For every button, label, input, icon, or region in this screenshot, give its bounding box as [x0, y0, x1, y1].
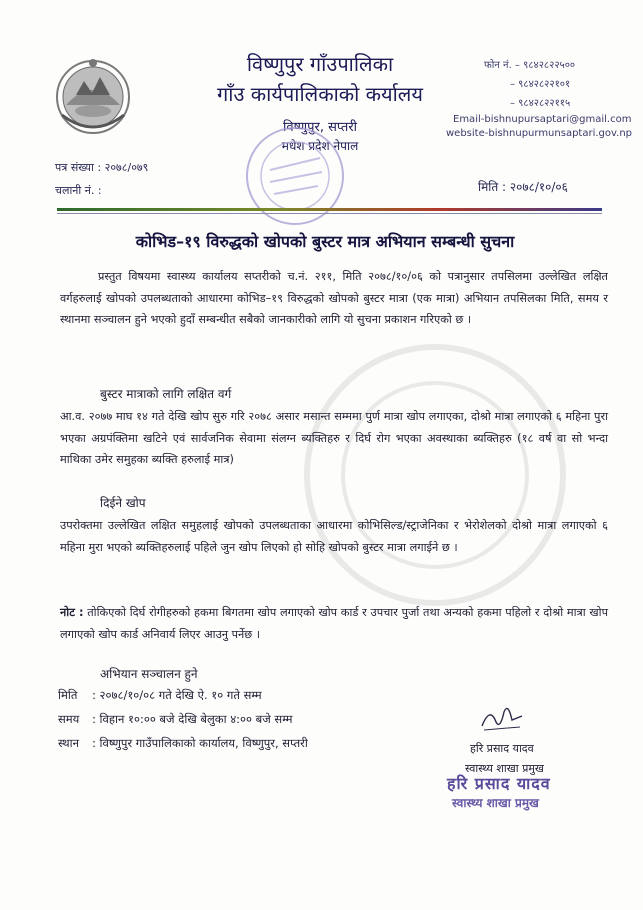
letter-date: मिति : २०७८/१०/०६	[478, 180, 568, 194]
nepal-emblem-icon	[52, 55, 134, 137]
phone-line-2: – ९८४२८२२१०१	[510, 79, 571, 90]
vaccine-heading: दिईने खोप	[100, 496, 146, 510]
target-group-heading: बुस्टर मात्राको लागि लक्षित वर्ग	[100, 387, 232, 401]
email-address: Email-bishnupursaptari@gmail.com	[453, 114, 632, 125]
website-address: website-bishnupurmunsaptari.gov.np	[446, 128, 633, 139]
stamp-name: हरि प्रसाद यादव	[447, 774, 551, 793]
header-divider	[57, 208, 602, 211]
province-name: मधेश प्रदेश नेपाल	[281, 139, 359, 153]
note-paragraph	[60, 602, 608, 645]
note-label: नोट :	[60, 606, 84, 619]
campaign-date-label: मिति	[58, 688, 78, 702]
intro-paragraph	[60, 266, 608, 331]
intro-text: प्रस्तुत विषयमा स्वास्थ्य कार्यालय सप्तरीको च.नं. २११, मिति २०७८/१०/०६ को पत्रानुसार तपसिलमा उल्लेखित लक्षित वर्गहरुलाई खोपको उपलब्धताको आधारमा कोभिड–१९ विरुद्धको खोपको बुस्टर मात्रा (एक मात्रा) अभियान तपसिलका मिति, समय र स्थानमा सञ्चालन हुने भएको हुदाँ सम्बन्धीत सबैको जानकारीको लागि यो सुचना प्रकाशन गरिएको छ ।	[60, 270, 608, 326]
target-group-body: आ.व. २०७७ माघ १४ गते देखि खोप सुरु गरि २०७८ असार मसान्त सम्ममा पुर्ण मात्रा खोप लगाएका, दोश्रो मात्रा लगाएको ६ महिना पुरा भएका अग्रपंक्तिमा खटिने एवं सार्वजनिक सेवामा संलग्न ब्यक्तिहरु र दिर्घ रोग भएका अवस्थाका ब्यक्तिहरु (१८ वर्ष वा सो भन्दा माथिका उमेर समुहका ब्यक्ति हरुलाई मात्र)	[60, 410, 608, 466]
phone-line-3: – ९८४२८२२११५	[510, 98, 571, 109]
vaccine-body: उपरोक्तमा उल्लेखित लक्षित समुहलाई खोपको उपलब्धताका आधारमा कोभिसिल्ड/स्ट्राजेनिका र भेरोशेलको दोश्रो मात्रा लगाएको ६ महिना मुरा भएको ब्यक्तिहरुलाई पहिले जुन खोप लिएको हो सोहि खोपको बुस्टर मात्रा लगाईने छ ।	[60, 519, 608, 554]
campaign-time-label: समय	[58, 712, 80, 726]
campaign-place-value: : विष्णुपुर गाउँपालिकाको कार्यालय, विष्णुपुर, सप्तरी	[92, 736, 308, 750]
dispatch-number: चलानी नं. :	[55, 184, 102, 197]
campaign-time-value: : विहान १०:०० बजे देखि बेलुका ४:०० बजे सम्म	[92, 712, 293, 726]
office-name: गाँउ कार्यपालिकाको कर्यालय	[217, 82, 423, 106]
notice-title: कोभिड–१९ विरुद्धको खोपको बुस्टर मात्र अभियान सम्बन्धी सुचना	[135, 232, 515, 251]
signer-post: स्वास्थ्य शाखा प्रमुख	[465, 762, 544, 775]
note-body: तोकिएको दिर्घ रोगीहरुको हकमा बिगतमा खोप लगाएको खोप कार्ड र उपचार पुर्जा तथा अन्यको हकमा पहिलो र दोश्रो मात्रा खोप लगाएको खोप कार्ड अनिवार्य लिएर आउनु पर्नेछ ।	[60, 606, 609, 641]
stamp-post: स्वास्थ्य शाखा प्रमुख	[452, 796, 539, 810]
handwritten-signature	[478, 700, 526, 734]
office-seal-icon	[240, 118, 360, 233]
campaign-place-label: स्थान	[58, 736, 79, 750]
letter-number: पत्र संख्या : २०७८/०७९	[55, 161, 149, 174]
org-name: विष्णुपुर गाँउपालिका	[246, 52, 394, 76]
campaign-date-value: : २०७८/१०/०८ गते देखि ऐ. १० गते सम्म	[92, 688, 262, 702]
header-divider-thin	[57, 213, 602, 214]
office-location: विष्णुपुर, सप्तरी	[282, 120, 358, 135]
signer-name: हरि प्रसाद यादव	[470, 742, 534, 755]
watermark-seal	[300, 330, 570, 620]
phone-line-1: फोन नं. – ९८४२८२२५००	[484, 60, 576, 71]
campaign-heading: अभियान सञ्चालन हुने	[100, 667, 198, 681]
